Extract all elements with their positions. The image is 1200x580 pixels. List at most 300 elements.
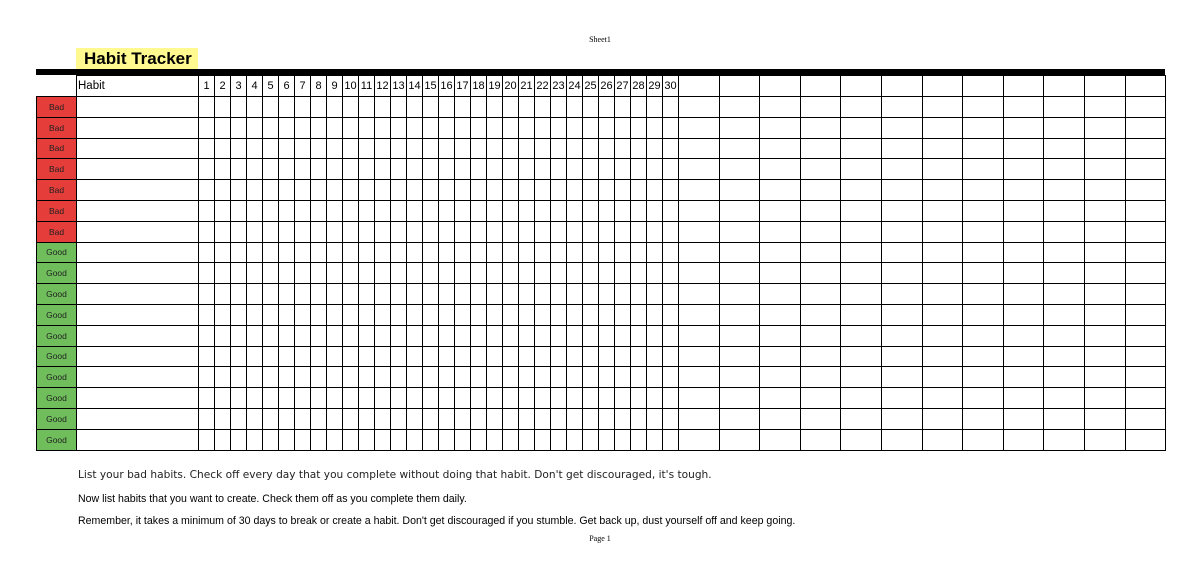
- day-check-cell[interactable]: [391, 346, 407, 367]
- extra-cell[interactable]: [760, 200, 801, 221]
- day-check-cell[interactable]: [567, 367, 583, 388]
- day-check-cell[interactable]: [263, 138, 279, 159]
- day-check-cell[interactable]: [263, 408, 279, 429]
- day-check-cell[interactable]: [327, 138, 343, 159]
- day-check-cell[interactable]: [583, 367, 599, 388]
- day-check-cell[interactable]: [519, 284, 535, 305]
- day-check-cell[interactable]: [199, 346, 215, 367]
- extra-cell[interactable]: [963, 408, 1004, 429]
- extra-cell[interactable]: [800, 138, 841, 159]
- day-check-cell[interactable]: [311, 200, 327, 221]
- extra-cell[interactable]: [881, 221, 922, 242]
- day-check-cell[interactable]: [487, 200, 503, 221]
- day-check-cell[interactable]: [295, 408, 311, 429]
- day-check-cell[interactable]: [439, 346, 455, 367]
- extra-cell[interactable]: [800, 180, 841, 201]
- extra-cell[interactable]: [719, 159, 760, 180]
- day-check-cell[interactable]: [583, 117, 599, 138]
- day-check-cell[interactable]: [631, 180, 647, 201]
- day-check-cell[interactable]: [487, 263, 503, 284]
- day-check-cell[interactable]: [327, 367, 343, 388]
- extra-cell[interactable]: [679, 242, 720, 263]
- day-check-cell[interactable]: [199, 117, 215, 138]
- day-check-cell[interactable]: [343, 117, 359, 138]
- day-check-cell[interactable]: [343, 138, 359, 159]
- day-check-cell[interactable]: [599, 367, 615, 388]
- day-check-cell[interactable]: [471, 346, 487, 367]
- day-check-cell[interactable]: [327, 304, 343, 325]
- day-check-cell[interactable]: [519, 325, 535, 346]
- day-check-cell[interactable]: [407, 284, 423, 305]
- day-check-cell[interactable]: [391, 429, 407, 450]
- extra-cell[interactable]: [841, 263, 882, 284]
- day-check-cell[interactable]: [663, 367, 679, 388]
- day-check-cell[interactable]: [247, 117, 263, 138]
- day-check-cell[interactable]: [503, 117, 519, 138]
- day-check-cell[interactable]: [487, 97, 503, 118]
- day-check-cell[interactable]: [375, 221, 391, 242]
- day-check-cell[interactable]: [551, 117, 567, 138]
- day-check-cell[interactable]: [295, 304, 311, 325]
- day-check-cell[interactable]: [407, 325, 423, 346]
- extra-cell[interactable]: [841, 242, 882, 263]
- day-check-cell[interactable]: [503, 138, 519, 159]
- day-check-cell[interactable]: [327, 408, 343, 429]
- day-check-cell[interactable]: [567, 325, 583, 346]
- day-check-cell[interactable]: [343, 346, 359, 367]
- day-check-cell[interactable]: [551, 304, 567, 325]
- day-check-cell[interactable]: [279, 367, 295, 388]
- day-check-cell[interactable]: [423, 388, 439, 409]
- day-check-cell[interactable]: [615, 284, 631, 305]
- day-check-cell[interactable]: [327, 97, 343, 118]
- extra-cell[interactable]: [922, 429, 963, 450]
- day-check-cell[interactable]: [311, 159, 327, 180]
- day-check-cell[interactable]: [631, 325, 647, 346]
- extra-cell[interactable]: [1003, 367, 1044, 388]
- day-check-cell[interactable]: [439, 200, 455, 221]
- extra-cell[interactable]: [841, 388, 882, 409]
- extra-cell[interactable]: [719, 221, 760, 242]
- day-check-cell[interactable]: [359, 325, 375, 346]
- day-check-cell[interactable]: [423, 325, 439, 346]
- day-check-cell[interactable]: [487, 242, 503, 263]
- extra-cell[interactable]: [719, 408, 760, 429]
- day-check-cell[interactable]: [663, 138, 679, 159]
- day-check-cell[interactable]: [423, 97, 439, 118]
- day-check-cell[interactable]: [455, 200, 471, 221]
- day-check-cell[interactable]: [247, 242, 263, 263]
- day-check-cell[interactable]: [391, 138, 407, 159]
- extra-cell[interactable]: [800, 221, 841, 242]
- day-check-cell[interactable]: [615, 221, 631, 242]
- day-check-cell[interactable]: [503, 200, 519, 221]
- day-check-cell[interactable]: [199, 429, 215, 450]
- day-check-cell[interactable]: [487, 346, 503, 367]
- day-check-cell[interactable]: [551, 180, 567, 201]
- day-check-cell[interactable]: [407, 117, 423, 138]
- extra-cell[interactable]: [881, 408, 922, 429]
- day-check-cell[interactable]: [551, 346, 567, 367]
- day-check-cell[interactable]: [567, 180, 583, 201]
- day-check-cell[interactable]: [471, 200, 487, 221]
- extra-cell[interactable]: [1125, 180, 1166, 201]
- extra-cell[interactable]: [963, 138, 1004, 159]
- day-check-cell[interactable]: [359, 221, 375, 242]
- day-check-cell[interactable]: [391, 408, 407, 429]
- extra-cell[interactable]: [800, 242, 841, 263]
- day-check-cell[interactable]: [423, 367, 439, 388]
- day-check-cell[interactable]: [439, 117, 455, 138]
- day-check-cell[interactable]: [503, 180, 519, 201]
- extra-cell[interactable]: [800, 429, 841, 450]
- extra-cell[interactable]: [1125, 97, 1166, 118]
- extra-cell[interactable]: [719, 284, 760, 305]
- day-check-cell[interactable]: [615, 408, 631, 429]
- day-check-cell[interactable]: [519, 304, 535, 325]
- day-check-cell[interactable]: [359, 180, 375, 201]
- day-check-cell[interactable]: [631, 408, 647, 429]
- day-check-cell[interactable]: [423, 200, 439, 221]
- extra-cell[interactable]: [1125, 284, 1166, 305]
- day-check-cell[interactable]: [279, 138, 295, 159]
- day-check-cell[interactable]: [535, 325, 551, 346]
- extra-cell[interactable]: [679, 117, 720, 138]
- habit-name-cell[interactable]: [77, 200, 199, 221]
- day-check-cell[interactable]: [263, 325, 279, 346]
- day-check-cell[interactable]: [439, 304, 455, 325]
- day-check-cell[interactable]: [199, 263, 215, 284]
- day-check-cell[interactable]: [647, 159, 663, 180]
- extra-cell[interactable]: [1044, 159, 1085, 180]
- day-check-cell[interactable]: [615, 159, 631, 180]
- extra-cell[interactable]: [800, 97, 841, 118]
- day-check-cell[interactable]: [599, 138, 615, 159]
- extra-cell[interactable]: [1044, 97, 1085, 118]
- day-check-cell[interactable]: [583, 138, 599, 159]
- day-check-cell[interactable]: [263, 263, 279, 284]
- day-check-cell[interactable]: [407, 138, 423, 159]
- extra-cell[interactable]: [963, 200, 1004, 221]
- day-check-cell[interactable]: [567, 97, 583, 118]
- day-check-cell[interactable]: [487, 159, 503, 180]
- day-check-cell[interactable]: [535, 242, 551, 263]
- extra-cell[interactable]: [760, 284, 801, 305]
- day-check-cell[interactable]: [247, 429, 263, 450]
- day-check-cell[interactable]: [503, 429, 519, 450]
- day-check-cell[interactable]: [567, 117, 583, 138]
- day-check-cell[interactable]: [231, 117, 247, 138]
- day-check-cell[interactable]: [279, 242, 295, 263]
- day-check-cell[interactable]: [647, 200, 663, 221]
- day-check-cell[interactable]: [519, 367, 535, 388]
- day-check-cell[interactable]: [535, 200, 551, 221]
- day-check-cell[interactable]: [263, 200, 279, 221]
- day-check-cell[interactable]: [647, 367, 663, 388]
- day-check-cell[interactable]: [663, 325, 679, 346]
- day-check-cell[interactable]: [231, 200, 247, 221]
- extra-cell[interactable]: [1125, 221, 1166, 242]
- extra-cell[interactable]: [1125, 242, 1166, 263]
- day-check-cell[interactable]: [503, 221, 519, 242]
- extra-cell[interactable]: [1125, 346, 1166, 367]
- day-check-cell[interactable]: [439, 180, 455, 201]
- day-check-cell[interactable]: [295, 138, 311, 159]
- day-check-cell[interactable]: [503, 284, 519, 305]
- day-check-cell[interactable]: [311, 138, 327, 159]
- extra-cell[interactable]: [800, 263, 841, 284]
- day-check-cell[interactable]: [535, 304, 551, 325]
- extra-cell[interactable]: [719, 346, 760, 367]
- extra-cell[interactable]: [760, 117, 801, 138]
- day-check-cell[interactable]: [407, 429, 423, 450]
- day-check-cell[interactable]: [343, 159, 359, 180]
- day-check-cell[interactable]: [215, 304, 231, 325]
- extra-cell[interactable]: [963, 263, 1004, 284]
- day-check-cell[interactable]: [615, 388, 631, 409]
- day-check-cell[interactable]: [231, 138, 247, 159]
- habit-name-cell[interactable]: [77, 97, 199, 118]
- day-check-cell[interactable]: [263, 284, 279, 305]
- extra-cell[interactable]: [881, 117, 922, 138]
- habit-name-cell[interactable]: [77, 325, 199, 346]
- extra-cell[interactable]: [760, 325, 801, 346]
- day-check-cell[interactable]: [247, 325, 263, 346]
- day-check-cell[interactable]: [647, 263, 663, 284]
- day-check-cell[interactable]: [551, 242, 567, 263]
- day-check-cell[interactable]: [215, 117, 231, 138]
- extra-cell[interactable]: [1003, 263, 1044, 284]
- day-check-cell[interactable]: [439, 388, 455, 409]
- extra-cell[interactable]: [1044, 117, 1085, 138]
- day-check-cell[interactable]: [615, 325, 631, 346]
- day-check-cell[interactable]: [487, 304, 503, 325]
- day-check-cell[interactable]: [519, 200, 535, 221]
- extra-cell[interactable]: [760, 97, 801, 118]
- extra-cell[interactable]: [922, 304, 963, 325]
- day-check-cell[interactable]: [583, 325, 599, 346]
- extra-cell[interactable]: [881, 429, 922, 450]
- day-check-cell[interactable]: [263, 159, 279, 180]
- extra-cell[interactable]: [922, 325, 963, 346]
- day-check-cell[interactable]: [439, 97, 455, 118]
- day-check-cell[interactable]: [375, 97, 391, 118]
- day-check-cell[interactable]: [295, 117, 311, 138]
- extra-cell[interactable]: [963, 159, 1004, 180]
- extra-cell[interactable]: [881, 263, 922, 284]
- extra-cell[interactable]: [963, 429, 1004, 450]
- day-check-cell[interactable]: [631, 367, 647, 388]
- habit-name-cell[interactable]: [77, 429, 199, 450]
- day-check-cell[interactable]: [407, 221, 423, 242]
- day-check-cell[interactable]: [231, 388, 247, 409]
- day-check-cell[interactable]: [519, 159, 535, 180]
- day-check-cell[interactable]: [487, 180, 503, 201]
- day-check-cell[interactable]: [471, 97, 487, 118]
- day-check-cell[interactable]: [407, 304, 423, 325]
- day-check-cell[interactable]: [583, 408, 599, 429]
- extra-cell[interactable]: [1084, 388, 1125, 409]
- day-check-cell[interactable]: [263, 97, 279, 118]
- extra-cell[interactable]: [760, 138, 801, 159]
- day-check-cell[interactable]: [487, 388, 503, 409]
- day-check-cell[interactable]: [359, 388, 375, 409]
- day-check-cell[interactable]: [375, 200, 391, 221]
- habit-name-cell[interactable]: [77, 346, 199, 367]
- habit-name-cell[interactable]: [77, 180, 199, 201]
- extra-cell[interactable]: [800, 200, 841, 221]
- extra-cell[interactable]: [1044, 408, 1085, 429]
- day-check-cell[interactable]: [455, 408, 471, 429]
- day-check-cell[interactable]: [423, 242, 439, 263]
- day-check-cell[interactable]: [215, 263, 231, 284]
- day-check-cell[interactable]: [663, 429, 679, 450]
- day-check-cell[interactable]: [631, 97, 647, 118]
- day-check-cell[interactable]: [663, 180, 679, 201]
- day-check-cell[interactable]: [647, 325, 663, 346]
- day-check-cell[interactable]: [215, 200, 231, 221]
- extra-cell[interactable]: [922, 138, 963, 159]
- extra-cell[interactable]: [719, 304, 760, 325]
- extra-cell[interactable]: [719, 242, 760, 263]
- extra-cell[interactable]: [1084, 408, 1125, 429]
- day-check-cell[interactable]: [375, 367, 391, 388]
- day-check-cell[interactable]: [199, 159, 215, 180]
- day-check-cell[interactable]: [311, 221, 327, 242]
- day-check-cell[interactable]: [455, 429, 471, 450]
- day-check-cell[interactable]: [327, 325, 343, 346]
- extra-cell[interactable]: [1084, 284, 1125, 305]
- day-check-cell[interactable]: [663, 263, 679, 284]
- day-check-cell[interactable]: [375, 180, 391, 201]
- extra-cell[interactable]: [922, 97, 963, 118]
- extra-cell[interactable]: [881, 304, 922, 325]
- day-check-cell[interactable]: [535, 408, 551, 429]
- day-check-cell[interactable]: [343, 367, 359, 388]
- day-check-cell[interactable]: [471, 284, 487, 305]
- day-check-cell[interactable]: [551, 221, 567, 242]
- day-check-cell[interactable]: [503, 388, 519, 409]
- extra-cell[interactable]: [881, 200, 922, 221]
- day-check-cell[interactable]: [535, 117, 551, 138]
- day-check-cell[interactable]: [343, 97, 359, 118]
- day-check-cell[interactable]: [247, 138, 263, 159]
- day-check-cell[interactable]: [663, 284, 679, 305]
- habit-name-cell[interactable]: [77, 117, 199, 138]
- day-check-cell[interactable]: [455, 242, 471, 263]
- day-check-cell[interactable]: [311, 97, 327, 118]
- extra-cell[interactable]: [719, 429, 760, 450]
- day-check-cell[interactable]: [551, 138, 567, 159]
- day-check-cell[interactable]: [439, 367, 455, 388]
- day-check-cell[interactable]: [375, 263, 391, 284]
- extra-cell[interactable]: [719, 388, 760, 409]
- day-check-cell[interactable]: [439, 325, 455, 346]
- day-check-cell[interactable]: [311, 408, 327, 429]
- extra-cell[interactable]: [1084, 346, 1125, 367]
- extra-cell[interactable]: [963, 221, 1004, 242]
- day-check-cell[interactable]: [295, 429, 311, 450]
- day-check-cell[interactable]: [535, 263, 551, 284]
- extra-cell[interactable]: [1003, 200, 1044, 221]
- day-check-cell[interactable]: [503, 97, 519, 118]
- day-check-cell[interactable]: [535, 284, 551, 305]
- day-check-cell[interactable]: [487, 138, 503, 159]
- day-check-cell[interactable]: [359, 117, 375, 138]
- day-check-cell[interactable]: [567, 242, 583, 263]
- day-check-cell[interactable]: [231, 159, 247, 180]
- day-check-cell[interactable]: [455, 138, 471, 159]
- day-check-cell[interactable]: [391, 325, 407, 346]
- day-check-cell[interactable]: [231, 263, 247, 284]
- extra-cell[interactable]: [1125, 138, 1166, 159]
- day-check-cell[interactable]: [215, 325, 231, 346]
- day-check-cell[interactable]: [567, 159, 583, 180]
- day-check-cell[interactable]: [199, 138, 215, 159]
- day-check-cell[interactable]: [567, 408, 583, 429]
- day-check-cell[interactable]: [583, 304, 599, 325]
- day-check-cell[interactable]: [647, 408, 663, 429]
- extra-cell[interactable]: [719, 263, 760, 284]
- day-check-cell[interactable]: [359, 367, 375, 388]
- day-check-cell[interactable]: [359, 429, 375, 450]
- day-check-cell[interactable]: [503, 242, 519, 263]
- day-check-cell[interactable]: [519, 263, 535, 284]
- day-check-cell[interactable]: [631, 304, 647, 325]
- day-check-cell[interactable]: [327, 284, 343, 305]
- day-check-cell[interactable]: [359, 159, 375, 180]
- extra-cell[interactable]: [881, 284, 922, 305]
- habit-name-cell[interactable]: [77, 304, 199, 325]
- day-check-cell[interactable]: [247, 180, 263, 201]
- day-check-cell[interactable]: [487, 429, 503, 450]
- extra-cell[interactable]: [922, 367, 963, 388]
- extra-cell[interactable]: [1003, 138, 1044, 159]
- extra-cell[interactable]: [841, 284, 882, 305]
- day-check-cell[interactable]: [631, 200, 647, 221]
- extra-cell[interactable]: [841, 200, 882, 221]
- extra-cell[interactable]: [1084, 138, 1125, 159]
- extra-cell[interactable]: [679, 97, 720, 118]
- day-check-cell[interactable]: [375, 304, 391, 325]
- day-check-cell[interactable]: [359, 304, 375, 325]
- extra-cell[interactable]: [922, 221, 963, 242]
- day-check-cell[interactable]: [407, 97, 423, 118]
- extra-cell[interactable]: [1003, 429, 1044, 450]
- day-check-cell[interactable]: [343, 325, 359, 346]
- extra-cell[interactable]: [1003, 346, 1044, 367]
- day-check-cell[interactable]: [231, 180, 247, 201]
- extra-cell[interactable]: [963, 367, 1004, 388]
- day-check-cell[interactable]: [279, 117, 295, 138]
- day-check-cell[interactable]: [535, 429, 551, 450]
- habit-name-cell[interactable]: [77, 388, 199, 409]
- day-check-cell[interactable]: [455, 117, 471, 138]
- day-check-cell[interactable]: [311, 346, 327, 367]
- day-check-cell[interactable]: [551, 97, 567, 118]
- day-check-cell[interactable]: [599, 408, 615, 429]
- extra-cell[interactable]: [679, 159, 720, 180]
- extra-cell[interactable]: [800, 325, 841, 346]
- day-check-cell[interactable]: [663, 97, 679, 118]
- extra-cell[interactable]: [1044, 180, 1085, 201]
- day-check-cell[interactable]: [407, 242, 423, 263]
- day-check-cell[interactable]: [423, 284, 439, 305]
- extra-cell[interactable]: [1003, 242, 1044, 263]
- day-check-cell[interactable]: [279, 325, 295, 346]
- day-check-cell[interactable]: [343, 180, 359, 201]
- day-check-cell[interactable]: [615, 117, 631, 138]
